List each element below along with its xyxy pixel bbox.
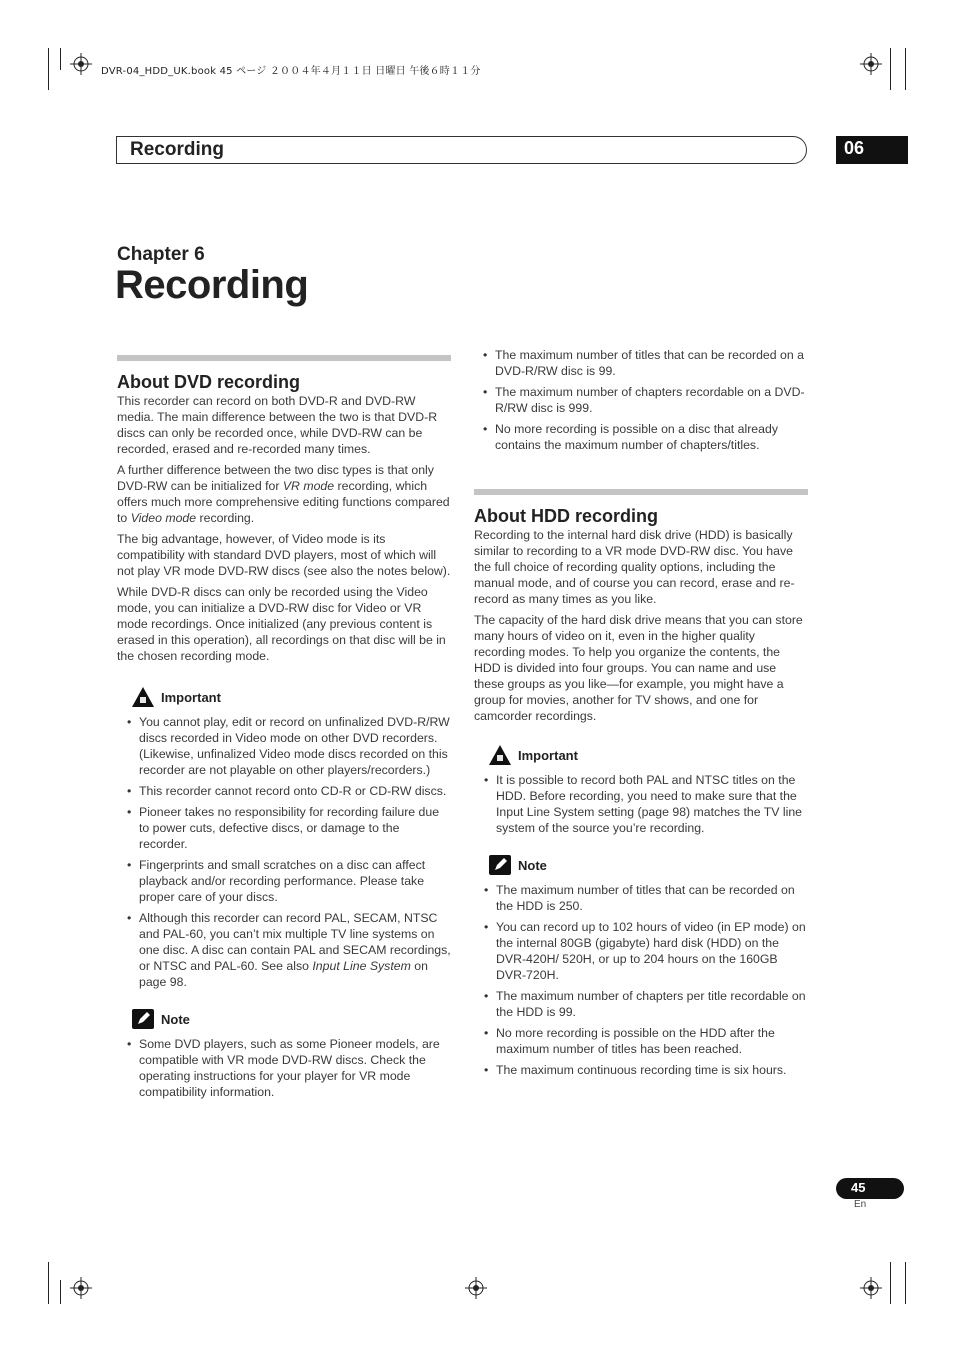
list-item: • Pioneer takes no responsibility for recording failure due to power cuts, defective discs, or damage to the recorder.	[117, 804, 451, 852]
note-pencil-icon	[488, 854, 512, 876]
important-list	[117, 714, 451, 990]
registration-mark-icon	[465, 1277, 487, 1299]
right-column	[474, 347, 808, 1083]
note-label: Note	[518, 857, 547, 873]
crop-mark	[60, 1280, 61, 1304]
crop-mark	[60, 48, 61, 70]
hdd-paragraph: The capacity of the hard disk drive means that you can store many hours of video on it, even in the higher quality recording modes. To help you organize the contents, the HDD is divided into four groups. You can name and use these groups as you like—for example, you might have a group for movies, another for TV shows, and one for camcorder recordings.	[474, 613, 803, 723]
list-item: • Some DVD players, such as some Pioneer models, are compatible with VR mode DVD-RW discs. Check the operating instructions for your player for VR mode compatibility information.	[117, 1036, 451, 1100]
left-column	[117, 355, 451, 1105]
language-code: En	[854, 1199, 867, 1210]
print-header: DVR-04_HDD_UK.book 45 ページ ２００４年４月１１日 日曜日 午後６時１１分	[101, 66, 481, 77]
list-item: • Although this recorder can record PAL, SECAM, NTSC and PAL-60, you can’t mix multiple TV line systems on one disc. A disc can contain PAL and SECAM recordings, or NTSC and PAL-60. See also Input Line System on page 98.	[117, 910, 451, 990]
warning-icon	[488, 744, 512, 766]
list-item: • It is possible to record both PAL and NTSC titles on the HDD. Before recording, you need to make sure that the Input Line System setting (page 98) matches the TV line system of the source you’re recording.	[474, 772, 808, 836]
list-item: • No more recording is possible on the HDD after the maximum number of titles has been reached.	[474, 1025, 808, 1057]
crop-mark	[48, 1262, 49, 1304]
registration-mark-icon	[70, 1277, 92, 1299]
crop-mark	[905, 1262, 906, 1304]
registration-mark-icon	[70, 53, 92, 75]
dvd-limits-list	[473, 347, 808, 453]
hdd-section-heading: About HDD recording	[474, 506, 658, 526]
list-item: • The maximum number of titles that can be recorded on the HDD is 250.	[474, 882, 808, 914]
dvd-paragraph: A further difference between the two disc types is that only DVD-RW can be initialized for VR mode recording, which offers much more comprehensive editing functions compared to Video mode recording.	[117, 463, 450, 525]
section-rule	[117, 355, 451, 361]
list-item: • This recorder cannot record onto CD-R or CD-RW discs.	[117, 783, 451, 799]
crop-mark	[905, 48, 906, 90]
note-label: Note	[161, 1011, 190, 1027]
warning-icon	[131, 686, 155, 708]
running-header	[116, 136, 807, 164]
dvd-paragraph: While DVD-R discs can only be recorded using the Video mode, you can initialize a DVD-RW disc for Video or VR mode recordings. Once initialized (any previous content is erased in this operation), all recordings on that disc will be in the chosen recording mode.	[117, 585, 446, 663]
dvd-paragraph: The big advantage, however, of Video mode is its compatibility with standard DVD players, most of which will not play VR mode DVD-RW discs (see also the notes below).	[117, 532, 451, 578]
dvd-section-heading: About DVD recording	[117, 372, 300, 392]
chapter-label: Chapter 6	[117, 244, 205, 265]
crop-mark	[890, 1262, 891, 1304]
section-rule	[474, 489, 808, 495]
important-label: Important	[518, 747, 578, 763]
header-section-title: Recording	[130, 139, 224, 160]
chapter-number-tab: 06	[836, 136, 908, 164]
note-pencil-icon	[131, 1008, 155, 1030]
list-item: • The maximum number of chapters recordable on a DVD-R/RW disc is 999.	[473, 384, 808, 416]
crop-mark	[48, 48, 49, 90]
list-item: • No more recording is possible on a disc that already contains the maximum number of chapters/titles.	[473, 421, 808, 453]
page-number: 45	[836, 1178, 904, 1199]
important-callout-heading	[488, 744, 808, 766]
note-list	[474, 882, 808, 1078]
crop-mark	[890, 48, 891, 90]
list-item: • Fingerprints and small scratches on a disc can affect playback and/or recording performance. Please take proper care of your discs.	[117, 857, 451, 905]
list-item: • You cannot play, edit or record on unfinalized DVD-R/RW discs recorded in Video mode on other DVD recorders. (Likewise, unfinalized Video mode discs recorded on this recorder are not playable on other players/recorders.)	[117, 714, 451, 778]
note-callout-heading	[488, 854, 808, 876]
list-item: • The maximum continuous recording time is six hours.	[474, 1062, 808, 1078]
important-list	[474, 772, 808, 836]
list-item: • The maximum number of chapters per title recordable on the HDD is 99.	[474, 988, 808, 1020]
dvd-paragraph: This recorder can record on both DVD-R and DVD-RW media. The main difference between the two is that DVD-R discs can only be recorded once, while DVD-RW can be recorded, erased and re-recorded many times.	[117, 394, 438, 456]
registration-mark-icon	[860, 1277, 882, 1299]
chapter-title: Recording	[115, 263, 309, 307]
note-list	[117, 1036, 451, 1100]
list-item: • You can record up to 102 hours of video (in EP mode) on the internal 80GB (gigabyte) hard disk (HDD) on the DVR-420H/ 520H, or up to 204 hours on the 160GB DVR-720H.	[474, 919, 808, 983]
important-label: Important	[161, 689, 221, 705]
note-callout-heading	[131, 1008, 451, 1030]
important-callout-heading	[131, 686, 451, 708]
list-item: • The maximum number of titles that can be recorded on a DVD-R/RW disc is 99.	[473, 347, 808, 379]
registration-mark-icon	[860, 53, 882, 75]
hdd-paragraph: Recording to the internal hard disk drive (HDD) is basically similar to recording to a VR mode DVD-RW disc. You have the full choice of recording quality options, including the manual mode, and of course you can record, erase and re-record as many times as you like.	[474, 528, 795, 606]
